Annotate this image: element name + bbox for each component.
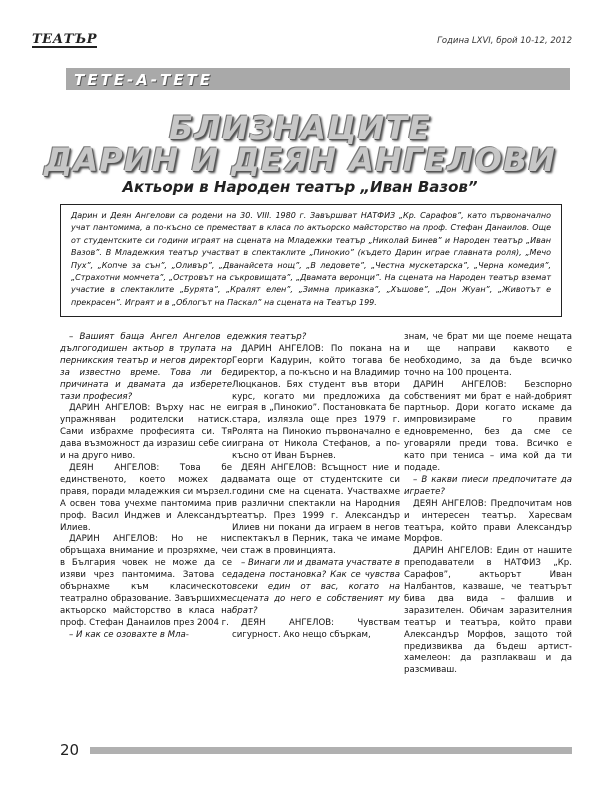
- bio-box: Дарин и Деян Ангелови са родени на 30. VIII. 1980 г. Завършват НАТФИЗ „Кр. Сарафов”, като първоначално учат пантомима, а по-късно се преместват в класа по актьорско майсторство на проф. Стефан Данаилов. Още от студентските си години играят на сцената на Младежки театър „Николай Бинев” и Народен театър „Иван Вазов”. В Младежкия театър участват в спектаклите „Пинокио” (където Дарин играе главната роля), „Мечо Пух”, „Копче за сън”, „Оливър”, „Дванайсета нощ”, „В ледовете”, „Честна мускетарска”, „Черна комедия”, „Страхотни момчета”, „Островът на съкровищата”, „Двамата веронци”. На сцената на Народен театър вземат участие в спектаклите „Бурята”, „Кралят елен”, „Зимна приказка”, „Хъшове”, „Дон Жуан”, „Животът е прекрасен”. Играят и в „Облогът на Паскал” на сцената на Театър 199.: [60, 204, 562, 317]
- paragraph: – Винаги ли и двамата участвате в дадена постановка? Как се чувства всеки един от вас, когато на сцената до него е собственият му брат?: [232, 558, 400, 616]
- rubric-bar: [66, 68, 570, 90]
- paragraph: ДАРИН АНГЕЛОВ: Безспорно собственият ми брат е най-добрият партньор. Дори когато искаме да импровизираме го правим едновременно, без да сме се уговаряли преди това. Всичко е като при тениса – има кой да ти подаде.: [404, 379, 572, 473]
- paragraph: ДЕЯН АНГЕЛОВ: Всъщност ние и двамата още от студентските си години сме на сцената. Участвахме в различни спектакли на Народния театър. През 1999 г. Александър Илиев ни покани да играем в негов спектакъл в Перник, така че имаме и стаж в провинцията.: [232, 462, 400, 557]
- paragraph: ДАРИН АНГЕЛОВ: Един от нашите преподаватели в НАТФИЗ „Кр. Сарафов”, актьорът Иван Налбантов, казваше, че театърът бива два вида – фалшив и заразителен. Обичам заразителния театър и театъра, който прави Александър Морфов, защото той предизвиква да бъдеш артист-хамелеон: да разплакваш и да разсмиваш.: [404, 546, 572, 676]
- paragraph: дежкия театър?: [232, 332, 307, 342]
- paragraph: знам, че брат ми ще поеме нещата и ще направи каквото е необходимо, за да бъде всичко точно на 100 процента.: [404, 332, 572, 378]
- page-footer: [60, 741, 572, 759]
- rubric-label: ТЕТЕ-А-ТЕТЕ: [74, 71, 213, 89]
- issue-info: Година LXVI, брой 10-12, 2012: [437, 36, 572, 46]
- paragraph: ДЕЯН АНГЕЛОВ: Предпочитам нов и интересен театър. Харесвам театъра, който прави Александър Морфов.: [404, 498, 572, 545]
- paragraph: ДАРИН АНГЕЛОВ: Върху нас не е упражняван родителски натиск. Сами избрахме професията си. Тя дава възможност да изразиш себе си и на друго ниво.: [60, 403, 232, 462]
- paragraph: ДЕЯН АНГЕЛОВ: Чувствам сигурност. Ако нещо сбъркам,: [232, 617, 400, 640]
- footer-divider: [90, 747, 572, 754]
- paragraph: – Вашият баща Ангел Ангелов е дългогодишен актьор в трупата на перникския театър и негов директор за известно време. Това ли бе причината и двамата да изберете тази професия?: [60, 332, 232, 402]
- article-subtitle: Актьори в Народен театър „Иван Вазов”: [122, 178, 478, 196]
- article-title-line1: БЛИЗНАЦИТЕ: [168, 109, 432, 147]
- masthead: [32, 34, 572, 50]
- paragraph: ДАРИН АНГЕЛОВ: По покана на Георги Кадурин, който тогава бе директор, а по-късно и на Владимир Люцканов. Бях студент във втори курс, когато ми предложиха да играя в „Пинокио”. Постановката бе стара, излязла още през 1979 г. Ролята на Пинокио първоначално е играна от Никола Стефанов, а по-късно от Иван Бърнев.: [232, 343, 400, 462]
- paragraph: – И как се озовахте в Мла-: [69, 629, 189, 640]
- magazine-logo: ТЕАТЪР: [32, 32, 98, 47]
- paragraph: ДАРИН АНГЕЛОВ: Но не ни обръщаха внимание и прозряхме, че в България човек не може да се изяви чрез пантомима. Затова се обърнахме към класическото театрално образование. Завършихме актьорско майсторство в класа на проф. Стефан Данаилов през 2004 г.: [60, 534, 232, 628]
- article-title-line2: ДАРИН И ДЕЯН АНГЕЛОВИ: [43, 141, 556, 179]
- page-number: 20: [60, 741, 80, 759]
- text-column-2: [232, 332, 400, 740]
- text-column-1: [60, 332, 232, 740]
- paragraph: – В какви пиеси предпочитате да играете?: [404, 474, 572, 497]
- text-column-3: [404, 332, 572, 740]
- paragraph: ДЕЯН АНГЕЛОВ: Това бе единственото, което можех да правя, поради младежкия си мързел. А освен това учехме пантомима при проф. Васил Инджев и Александър Илиев.: [60, 462, 232, 533]
